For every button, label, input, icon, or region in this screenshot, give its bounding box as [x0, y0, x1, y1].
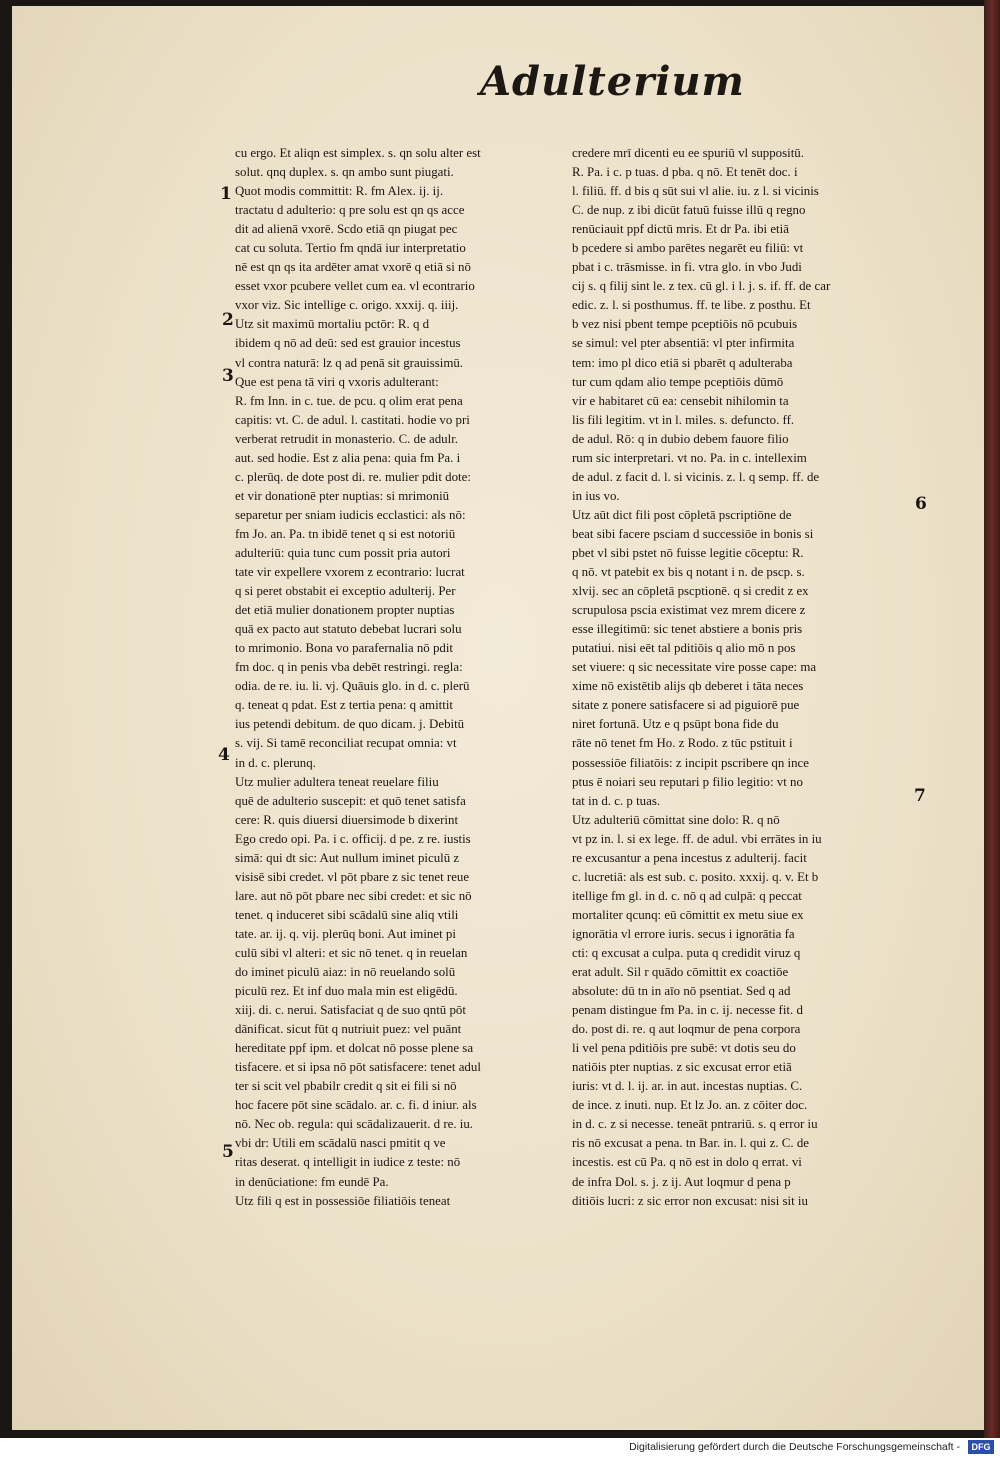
- text-line: mortaliter qcunq: eū cōmittit ex metu siue ex: [572, 907, 804, 922]
- text-line: cu ergo. Et aliqn est simplex. s. qn solu alter est: [235, 146, 481, 160]
- text-line: edic. z. l. si posthumus. ff. te libe. z posthu. Et: [572, 298, 811, 313]
- running-header: Adulterium: [480, 58, 745, 105]
- text-line: q si peret obstabit ei exceptio adulterij. Per: [235, 584, 456, 599]
- funding-credit: Digitalisierung gefördert durch die Deutsche Forschungsgemeinschaft -: [629, 1441, 960, 1453]
- text-line: xlvij. sec an cōpletā pscptionē. q si credit z ex: [572, 584, 809, 599]
- text-line: nō. Nec ob. regula: qui scādalizauerit. d re. iu.: [235, 1117, 474, 1132]
- text-line: odia. de re. iu. li. vj. Quāuis glo. in d. c. plerū: [235, 679, 470, 694]
- text-line: quē de adulterio suscepit: et quō tenet satisfa: [235, 793, 466, 808]
- text-line: incestis. est cū Pa. q nō est in dolo q errat. vi: [572, 1155, 802, 1170]
- text-line: det etiā mulier donationem propter nuptias: [235, 603, 455, 618]
- text-line: verberat retrudit in monasterio. C. de adulr.: [235, 431, 459, 446]
- text-line: q. teneat q pdat. Est z tertia pena: q amittit: [235, 698, 453, 713]
- text-line: erat adult. Sil r quādo cōmittit ex coactiōe: [572, 965, 789, 980]
- text-line: credere mrī dicenti eu ee spuriū vl suppositū.: [572, 146, 804, 160]
- text-line: aut. sed hodie. Est z alia pena: quia fm Pa. i: [235, 450, 461, 465]
- text-line: piculū rez. Et inf duo mala min est eligēdū.: [235, 984, 458, 999]
- text-line: tractatu d adulterio: q pre solu est qn qs acce: [235, 203, 465, 218]
- text-line: ritas deserat. q intelligit in iudice z teste: nō: [235, 1155, 461, 1170]
- text-line: c. lucretiā: als est sub. c. posito. xxxij. q. v. Et b: [572, 869, 819, 884]
- text-line: s. vij. Si tamē reconciliat recupat omnia: vt: [235, 736, 457, 751]
- text-line: Utz aūt dict fili post cōpletā pscriptiōne de: [572, 507, 792, 522]
- text-line: in d. c. z si necesse. teneāt pntrariū. s. q error iu: [572, 1117, 818, 1132]
- text-line: possessiōe filiatōis: z incipit pscribere qn ince: [572, 755, 809, 770]
- text-line: in d. c. plerunq.: [235, 755, 316, 770]
- text-line: nē est qn qs ita ardēter amat vxorē q etiā si nō: [235, 260, 471, 275]
- text-line: q nō. vt patebit ex bis q notant i n. de pscp. s.: [572, 565, 805, 580]
- text-line: adulteriū: quia tunc cum possit pria autori: [235, 545, 451, 560]
- text-line: hereditate ppf ipm. et dolcat nō posse plene sa: [235, 1041, 474, 1056]
- text-line: se simul: vel pter absentiā: vl pter infirmita: [572, 336, 795, 351]
- text-line: in ius vo.: [572, 488, 620, 503]
- text-line: b vez nisi pbent tempe pceptiōis nō pcubuis: [572, 317, 798, 332]
- text-line: fm doc. q in penis vba debēt restringi. regla:: [235, 660, 463, 675]
- text-line: tate. ar. ij. q. vij. plerūq boni. Aut iminet pi: [235, 926, 456, 941]
- text-line: ditiōis lucri: z sic error non excusat: nisi sit iu: [572, 1193, 808, 1208]
- text-line: niret fortunā. Utz e q psūpt bona fide du: [572, 717, 779, 732]
- text-line: capitis: vt. C. de adul. l. castitati. hodie vo pri: [235, 412, 470, 427]
- text-line: natiōis pter nuptias. z sic excusat error etiā: [572, 1060, 792, 1075]
- text-line: renūciauit ppf dictū mris. Et dr Pa. ibi etiā: [572, 222, 789, 237]
- text-line: c. plerūq. de dote post di. re. mulier pdit dote:: [235, 469, 471, 484]
- text-line: in denūciatione: fm eundē Pa.: [235, 1174, 389, 1189]
- text-line: pbet vl sibi pstet nō fuisse legitie cōceptu: R.: [572, 545, 804, 560]
- text-line: de adul. z facit d. l. si vicinis. z. l. q semp. ff. de: [572, 469, 820, 484]
- text-line: et vir donationē pter nuptias: si mrimoniū: [235, 488, 450, 503]
- text-line: de adul. Rō: q in dubio debem fauore filio: [572, 431, 789, 446]
- text-line: sitate z ponere satisfacere si ad piguiorē pue: [572, 698, 800, 713]
- text-line: absolute: dū tn in aīo nō psentiat. Sed q ad: [572, 984, 791, 999]
- text-line: vt pz in. l. si ex lege. ff. de adul. vbi errātes in iu: [572, 831, 822, 846]
- margin-number-1: 1: [220, 184, 232, 204]
- text-line: xiij. di. c. nerui. Satisfaciat q de suo qntū pōt: [235, 1003, 466, 1018]
- text-line: li vel pena pditiōis pre subē: vt dotis seu do: [572, 1041, 796, 1056]
- text-line: dānificat. sicut fūt q nutriuit puez: vel puānt: [235, 1022, 462, 1037]
- text-line: ibidem q nō ad deū: sed est grauior incestus: [235, 336, 461, 351]
- text-line: tat in d. c. p tuas.: [572, 793, 661, 808]
- text-line: beat sibi facere psciam d successiōe in bonis si: [572, 526, 814, 541]
- text-line: separetur per sniam iudicis ecclastici: als nō:: [235, 507, 466, 522]
- text-line: dit ad alienā vxorē. Scdo etiā qn piugat pec: [235, 222, 458, 237]
- text-line: vxor viz. Sic intellige c. origo. xxxij. q. iiij.: [235, 298, 459, 313]
- text-line: re excusantur a pena incestus z adulterij. facit: [572, 850, 807, 865]
- text-line: lis fili legitim. vt in l. miles. s. defuncto. ff.: [572, 412, 795, 427]
- text-line: hoc facere pōt sine scādalo. ar. c. fi. d iniur. als: [235, 1098, 477, 1113]
- text-line: tate vir expellere vxorem z econtrario: lucrat: [235, 565, 465, 580]
- text-line: tisfacere. et si ipsa nō pōt satisfacere: tenet adul: [235, 1060, 481, 1075]
- text-line: ignorātia vl errore iuris. secus i ignorātia fa: [572, 926, 795, 941]
- text-line: putatiui. nisi eēt tal pditiōis q alio mō n pos: [572, 641, 796, 656]
- text-line: vl contra naturā: lz q ad penā sit grauissimū.: [235, 355, 464, 370]
- text-line: C. de nup. z ibi dicūt fatuū fuisse illū q regno: [572, 203, 806, 218]
- text-line: pbat i c. trāsmisse. in fi. vtra glo. in vbo Judi: [572, 260, 802, 275]
- text-line: culū sibi vl alteri: et sic nō tenet. q in reuelan: [235, 945, 468, 960]
- text-line: scrupulosa pscia existimat vez mrem dicere z: [572, 603, 806, 618]
- text-line: Ego credo opi. Pa. i c. officij. d pe. z re. iustis: [235, 831, 471, 846]
- digitization-footer: [0, 1438, 1000, 1458]
- book-binding-edge: [984, 0, 1000, 1438]
- text-line: tur cum qdam alio tempe pceptiōis dūmō: [572, 374, 784, 389]
- text-line: Que est pena tā viri q vxoris adulterant:: [235, 374, 439, 389]
- text-line: rum sic interpretari. vt no. Pa. in c. intellexim: [572, 450, 807, 465]
- text-line: simā: qui dt sic: Aut nullum iminet piculū z: [235, 850, 460, 865]
- text-line: vbi dr: Utili em scādalū nasci pmitit q ve: [235, 1136, 446, 1151]
- text-line: ris nō excusat a pena. tn Bar. in. l. qui z. C. de: [572, 1136, 809, 1151]
- text-line: vir e habitaret cū ea: censebit nihilomin ta: [572, 393, 789, 408]
- text-line: iuris: vt d. l. ij. ar. in aut. incestas nuptias. C.: [572, 1079, 803, 1094]
- text-line: l. filiū. ff. d bis q sūt sui vl alie. iu. z l. si vicinis: [572, 184, 819, 199]
- margin-number-3: 3: [222, 366, 234, 386]
- text-line: cti: q excusat a culpa. puta q credidit viruz q: [572, 945, 801, 960]
- text-line: ter si scit vel pbabilr credit q sit ei fili si nō: [235, 1079, 457, 1094]
- text-line: cij s. q filij sint le. z tex. cū gl. i l. j. s. if. ff. de car: [572, 279, 831, 294]
- left-text-column: [235, 144, 553, 1211]
- text-line: lare. aut nō pōt pbare nec sibi credet: et sic nō: [235, 888, 472, 903]
- text-line: de infra Dol. s. j. z ij. Aut loqmur d pena p: [572, 1174, 791, 1189]
- text-line: Utz sit maximū mortaliu pctōr: R. q d: [235, 317, 430, 332]
- text-line: Utz adulteriū cōmittat sine dolo: R. q nō: [572, 812, 780, 827]
- text-line: esset vxor pcubere vellet cum ea. vl econtrario: [235, 279, 475, 294]
- text-line: do iminet piculū aiaz: in nō reuelando solū: [235, 965, 456, 980]
- margin-number-4: 4: [218, 745, 230, 765]
- text-line: ius petendi debitum. de quo dicam. j. Debitū: [235, 717, 465, 732]
- text-line: rāte nō tenet fm Ho. z Rodo. z tūc pstituit i: [572, 736, 793, 751]
- text-line: Utz fili q est in possessiōe filiatiōis teneat: [235, 1193, 451, 1208]
- text-line: R. fm Inn. in c. tue. de pcu. q olim erat pena: [235, 393, 463, 408]
- text-line: fm Jo. an. Pa. tn ibidē tenet q si est notoriū: [235, 526, 456, 541]
- dfg-logo: DFG: [968, 1440, 994, 1454]
- text-line: solut. qnq duplex. s. qn ambo sunt piugati.: [235, 165, 454, 180]
- text-line: cat cu soluta. Tertio fm qndā iur interpretatio: [235, 241, 466, 256]
- text-line: tenet. q induceret sibi scādalū sine aliq vtili: [235, 907, 459, 922]
- text-line: cere: R. quis diuersi diuersimode b dixerint: [235, 812, 459, 827]
- text-line: itellige fm gl. in d. c. nō q ad culpā: q peccat: [572, 888, 802, 903]
- text-line: Quot modis committit: R. fm Alex. ij. ij.: [235, 184, 444, 199]
- text-line: Utz mulier adultera teneat reuelare filiu: [235, 774, 439, 789]
- text-line: esse illegitimū: sic tenet abstiere a bonis pris: [572, 622, 803, 637]
- text-line: penam distingue fm Pa. in c. ij. necesse fit. d: [572, 1003, 803, 1018]
- text-line: R. Pa. i c. p tuas. d pba. q nō. Et tenēt doc. i: [572, 165, 798, 180]
- text-line: ptus ē noiari seu reputari p filio legitio: vt no: [572, 774, 803, 789]
- text-line: tem: imo pl dico etiā si pbarēt q adulteraba: [572, 355, 793, 370]
- margin-number-5: 5: [222, 1142, 234, 1162]
- text-line: de ince. z inuti. nup. Et lz Jo. an. z cōiter doc.: [572, 1098, 808, 1113]
- margin-number-6: 6: [915, 494, 927, 514]
- margin-number-2: 2: [222, 310, 234, 330]
- text-line: b pcedere si ambo parētes negarēt eu filiū: vt: [572, 241, 804, 256]
- text-line: quā ex pacto aut statuto debebat lucrari solu: [235, 622, 462, 637]
- text-line: to mrimonio. Bona vo parafernalia nō pdit: [235, 641, 454, 656]
- right-text-column: [572, 144, 890, 1211]
- text-line: do. post di. re. q aut loqmur de pena corpora: [572, 1022, 801, 1037]
- margin-number-7: 7: [914, 786, 926, 806]
- text-line: set viuere: q sic necessitate vire posse cape: ma: [572, 660, 817, 675]
- text-line: xime nō existētib alijs qb deberet i tāta neces: [572, 679, 804, 694]
- text-line: visisē sibi credet. vl pōt pbare z sic tenet reue: [235, 869, 470, 884]
